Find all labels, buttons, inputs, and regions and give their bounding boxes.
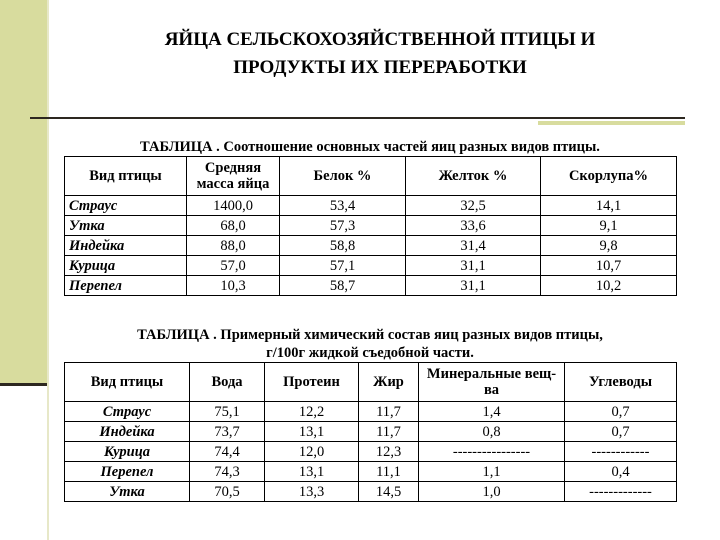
table-1 [64,138,676,296]
table-cell: 74,4 [190,442,265,462]
table-cell: 11,1 [359,462,419,482]
table-cell: 14,1 [541,196,677,216]
table-cell: 1,1 [419,462,565,482]
table-cell: Индейка [65,422,190,442]
table-cell: 10,3 [187,276,280,296]
table-row [65,442,677,462]
table-cell: 58,7 [280,276,406,296]
title-divider-accent [538,121,685,125]
table-cell: 73,7 [190,422,265,442]
table-cell: 53,4 [280,196,406,216]
table-cell: 32,5 [406,196,541,216]
table-cell: 57,1 [280,256,406,276]
table-1-caption: ТАБЛИЦА . Соотношение основных частей яиц разных видов птицы. [140,139,600,155]
table-cell: 31,4 [406,236,541,256]
table-cell: Утка [65,482,190,502]
table-2-caption [64,326,676,362]
left-accent-bar [0,0,47,383]
table-row [65,276,677,296]
table-1-header: Скорлупа% [541,157,677,196]
table-cell: 70,5 [190,482,265,502]
slide-title-line-1: ЯЙЦА СЕЛЬСКОХОЗЯЙСТВЕННОЙ ПТИЦЫ И [164,29,596,50]
table-2-caption-line-1: ТАБЛИЦА . Примерный химический состав яиц разных видов птицы, [137,327,603,343]
table-2-header: Минеральные вещ-ва [419,363,565,402]
table-cell: Перепел [65,462,190,482]
table-cell: 13,3 [265,482,359,502]
table-cell: Страус [65,196,187,216]
table-cell: Перепел [65,276,187,296]
table-row [65,216,677,236]
table-cell: 12,0 [265,442,359,462]
table-cell: 57,0 [187,256,280,276]
table-cell: 31,1 [406,256,541,276]
table-cell: 33,6 [406,216,541,236]
left-vertical-rule [47,0,49,540]
slide-title [60,26,700,82]
table-cell: 0,7 [565,402,677,422]
table-row [65,196,677,216]
table-cell: 68,0 [187,216,280,236]
table-cell: 13,1 [265,462,359,482]
table-1-header: Желток % [406,157,541,196]
table-cell: ------------ [565,442,677,462]
table-cell: 1,4 [419,402,565,422]
table-2-caption-line-2: г/100г жидкой съедобной части. [266,345,474,361]
table-cell: 10,7 [541,256,677,276]
table-row [65,462,677,482]
table-cell: 74,3 [190,462,265,482]
table-cell: 0,8 [419,422,565,442]
table-2-grid [64,362,677,502]
table-cell: 11,7 [359,402,419,422]
table-cell: Утка [65,216,187,236]
table-cell: 9,1 [541,216,677,236]
slide-title-line-2: ПРОДУКТЫ ИХ ПЕРЕРАБОТКИ [233,57,527,78]
table-cell: Курица [65,442,190,462]
table-row [65,482,677,502]
table-cell: 12,3 [359,442,419,462]
left-accent-line [0,383,47,386]
table-row [65,256,677,276]
table-row [65,402,677,422]
table-2-header: Углеводы [565,363,677,402]
title-divider [30,117,685,119]
table-cell: 12,2 [265,402,359,422]
table-1-header: Вид птицы [65,157,187,196]
table-2-header: Вид птицы [65,363,190,402]
table-row [65,236,677,256]
table-2-header: Жир [359,363,419,402]
table-cell: 9,8 [541,236,677,256]
table-cell: 88,0 [187,236,280,256]
table-cell: 10,2 [541,276,677,296]
table-2-header-row [65,363,677,402]
table-cell: Курица [65,256,187,276]
table-1-header-row [65,157,677,196]
table-cell: 0,7 [565,422,677,442]
table-1-grid [64,156,677,296]
table-cell: Индейка [65,236,187,256]
table-cell: 57,3 [280,216,406,236]
table-cell: Страус [65,402,190,422]
table-cell: 14,5 [359,482,419,502]
table-cell: 13,1 [265,422,359,442]
table-2-header: Вода [190,363,265,402]
table-cell: 0,4 [565,462,677,482]
table-cell: 1400,0 [187,196,280,216]
table-row [65,422,677,442]
table-cell: ---------------- [419,442,565,462]
table-2 [64,326,676,502]
table-1-header: Средняя масса яйца [187,157,280,196]
table-2-header: Протеин [265,363,359,402]
table-cell: 11,7 [359,422,419,442]
table-cell: ------------- [565,482,677,502]
table-1-header: Белок % [280,157,406,196]
table-cell: 31,1 [406,276,541,296]
table-cell: 75,1 [190,402,265,422]
table-cell: 58,8 [280,236,406,256]
table-cell: 1,0 [419,482,565,502]
